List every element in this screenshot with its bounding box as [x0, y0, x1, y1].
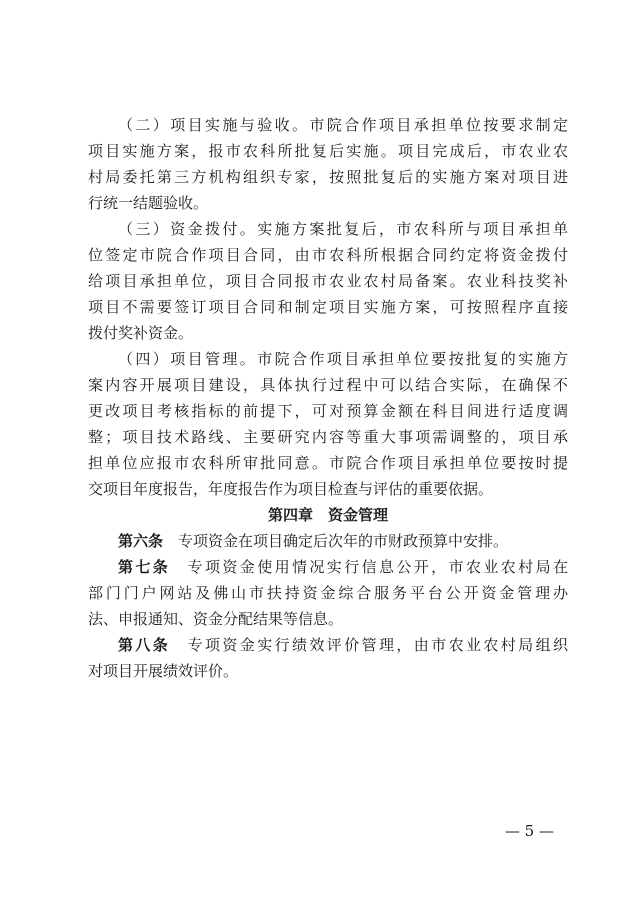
- article-text: 专项资金在项目确定后次年的市财政预算中安排。: [163, 532, 509, 550]
- text-line: 案内容开展项目建设，具体执行过程中可以结合实际，在确保不: [88, 376, 568, 394]
- text-line: （四）项目管理。市院合作项目承担单位要按批复的实施方: [118, 350, 568, 368]
- text-line: 项目实施方案，报市农科所批复后实施。项目完成后，市农业农: [88, 142, 568, 160]
- article-label: 第七条: [118, 558, 171, 576]
- article-eight: [88, 632, 568, 684]
- text-line: 交项目年度报告，年度报告作为项目检查与评估的重要依据。: [88, 480, 494, 498]
- text-line: [88, 632, 568, 658]
- text-line: 部门门户网站及佛山市扶持资金综合服务平台公开资金管理办: [88, 584, 568, 602]
- text-line: 担单位应报市农科所审批同意。市院合作项目承担单位要按时提: [88, 454, 568, 472]
- article-label: 第八条: [118, 636, 171, 654]
- article-text: 专项资金实行绩效评价管理，由市农业农村局组织: [170, 636, 568, 654]
- article-seven: [88, 554, 568, 632]
- text-line: 拨付奖补资金。: [88, 324, 194, 342]
- text-line: 给项目承担单位，项目合同报市农业农村局备案。农业科技奖补: [88, 272, 568, 290]
- text-line: 整；项目技术路线、主要研究内容等重大事项需调整的，项目承: [88, 428, 568, 446]
- article-six: [88, 528, 568, 554]
- text-line: 位签定市院合作项目合同，由市农科所根据合同约定将资金拨付: [88, 246, 568, 264]
- page-number: — 5 —: [504, 822, 554, 840]
- text-line: 法、申报通知、资金分配结果等信息。: [88, 610, 344, 628]
- article-label: 第六条: [118, 532, 164, 550]
- text-line: 行统一结题验收。: [88, 194, 209, 212]
- article-text: 专项资金使用情况实行信息公开，市农业农村局在: [170, 558, 568, 576]
- text-line: 更改项目考核指标的前提下，可对预算金额在科目间进行适度调: [88, 402, 568, 420]
- text-line: （三）资金拨付。实施方案批复后，市农科所与项目承担单: [118, 220, 568, 238]
- paragraph-project-management: [88, 346, 568, 502]
- text-line: （二）项目实施与验收。市院合作项目承担单位按要求制定: [118, 116, 568, 134]
- text-line: 村局委托第三方机构组织专家，按照批复后的实施方案对项目进: [88, 168, 568, 186]
- chapter-heading: 第四章 资金管理: [267, 506, 388, 524]
- document-body: [88, 112, 568, 684]
- text-line: 项目不需要签订项目合同和制定项目实施方案，可按照程序直接: [88, 298, 568, 316]
- text-line: 对项目开展绩效评价。: [88, 662, 239, 680]
- paragraph-fund-allocation: [88, 216, 568, 346]
- text-line: [88, 528, 568, 554]
- paragraph-implementation-acceptance: [88, 112, 568, 216]
- text-line: [88, 554, 568, 580]
